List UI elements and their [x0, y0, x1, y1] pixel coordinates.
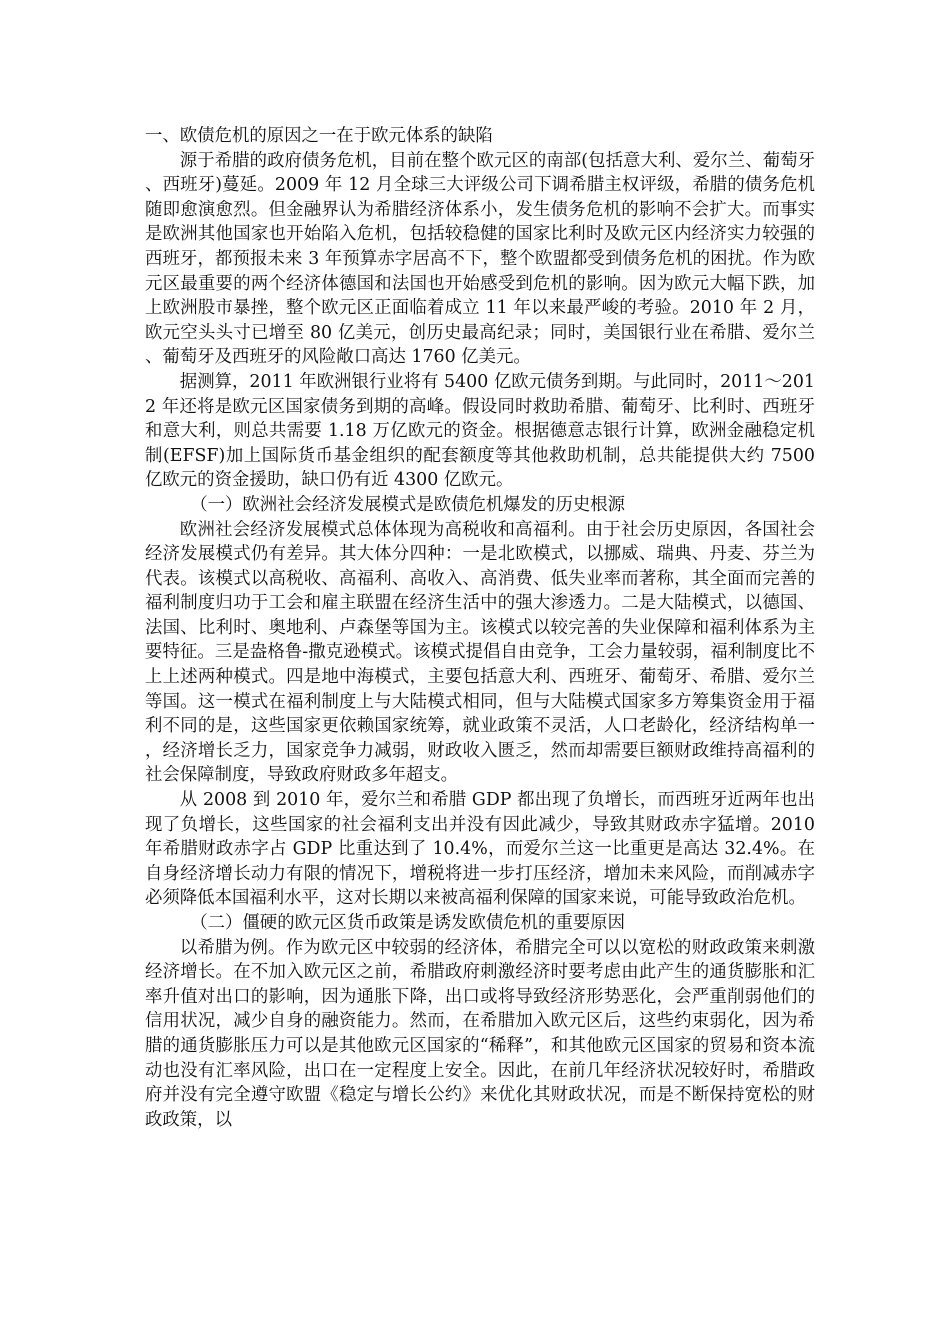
paragraph: 欧洲社会经济发展模式总体体现为高税收和高福利。由于社会历史原因，各国社会经济发展模式仍有差异。其大体分四种：一是北欧模式，以挪威、瑞典、丹麦、芬兰为代表。该模式以高税收、高福利、高收入、高消费、低失业率而著称，其全面而完善的福利制度归功于工会和雇主联盟在经济生活中的强大渗透力。二是大陆模式，以德国、法国、比利时、奥地利、卢森堡等国为主。该模式以较完善的失业保障和福利体系为主要特征。三是盎格鲁-撒克逊模式。该模式提倡自由竞争，工会力量较弱，福利制度比不上上述两种模式。四是地中海模式，主要包括意大利、西班牙、葡萄牙、希腊、爱尔兰等国。这一模式在福利制度上与大陆模式相同，但与大陆模式国家多方筹集资金用于福利不同的是，这些国家更依赖国家统筹，就业政策不灵活，人口老龄化，经济结构单一，经济增长乏力，国家竞争力减弱，财政收入匮乏，然而却需要巨额财政维持高福利的社会保障制度，导致政府财政多年超支。: [145, 519, 815, 786]
paragraph: 据测算，2011 年欧洲银行业将有 5400 亿欧元债务到期。与此同时，2011～2012 年还将是欧元区国家债务到期的高峰。假设同时救助希腊、葡萄牙、比利时、西班牙和意大利，则总共需要 1.18 万亿欧元的资金。根据德意志银行计算，欧洲金融稳定机制(EFSF)加上国际货币基金组织的配套额度等其他救助机制，总共能提供大约 7500 亿欧元的资金援助，缺口仍有近 4300 亿欧元。: [145, 371, 815, 491]
paragraph: 以希腊为例。作为欧元区中较弱的经济体，希腊完全可以以宽松的财政政策来刺激经济增长。在不加入欧元区之前，希腊政府刺激经济时要考虑由此产生的通货膨胀和汇率升值对出口的影响，因为通胀下降，出口或将导致经济形势恶化，会严重削弱他们的信用状况，减少自身的融资能力。然而，在希腊加入欧元区后，这些约束弱化，因为希腊的通货膨胀压力可以是其他欧元区国家的“稀释”，和其他欧元区国家的贸易和资本流动也没有汇率风险，出口在一定程度上安全。因此，在前几年经济状况较好时，希腊政府并没有完全遵守欧盟《稳定与增长公约》来优化其财政状况，而是不断保持宽松的财政政策，以: [145, 937, 815, 1130]
paragraph: 源于希腊的政府债务危机，目前在整个欧元区的南部(包括意大利、爱尔兰、葡萄牙、西班牙)蔓延。2009 年 12 月全球三大评级公司下调希腊主权评级，希腊的债务危机随即愈演愈烈。但金融界认为希腊经济体系小，发生债务危机的影响不会扩大。而事实是欧洲其他国家也开始陷入危机，包括较稳健的国家比利时及欧元区内经济实力较强的西班牙，都预报未来 3 年预算赤字居高不下，整个欧盟都受到债务危机的困扰。作为欧元区最重要的两个经济体德国和法国也开始感受到危机的影响。因为欧元大幅下跌，加上欧洲股市暴挫，整个欧元区正面临着成立 11 年以来最严峻的考验。2010 年 2 月，欧元空头头寸已增至 80 亿美元，创历史最高纪录；同时，美国银行业在希腊、爱尔兰、葡萄牙及西班牙的风险敞口高达 1760 亿美元。: [145, 150, 815, 368]
paragraph: 从 2008 到 2010 年，爱尔兰和希腊 GDP 都出现了负增长，而西班牙近两年也出现了负增长，这些国家的社会福利支出并没有因此减少，导致其财政赤字猛增。2010 年希腊财政赤字占 GDP 比重达到了 10.4%，而爱尔兰这一比重更是高达 32.4%。在自身经济增长动力有限的情况下，增税将进一步打压经济，增加未来风险，而削减赤字必须降低本国福利水平，这对长期以来被高福利保障的国家来说，可能导致政治危机。: [145, 790, 815, 909]
subsection-heading: （二）僵硬的欧元区货币政策是诱发欧债危机的重要原因: [190, 913, 626, 933]
section-heading: 一、欧债危机的原因之一在于欧元体系的缺陷: [145, 126, 493, 146]
subsection-heading: （一）欧洲社会经济发展模式是欧债危机爆发的历史根源: [190, 494, 626, 515]
document-page: [145, 124, 815, 1132]
